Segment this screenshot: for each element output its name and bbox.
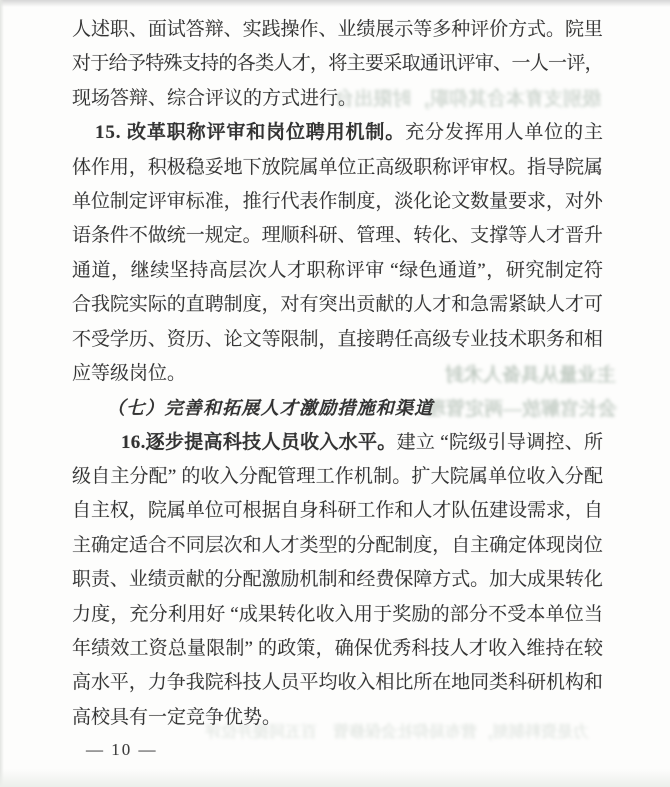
text-line: 体作用，积极稳妥地下放院属单位正高级职称评审权。指导院属: [72, 156, 603, 178]
text-line: 职责、业绩贡献的分配激励机制和经费保障方式。加大成果转化: [72, 569, 603, 591]
text-line: 单位制定评审标准，推行代表作制度，淡化论文数量要求，对外: [72, 190, 603, 212]
bleed-through-text: 级别支育本合其仰职，时限出台: [335, 89, 602, 110]
bleed-through-text: 力是资料制刻，营布局仰社会保修管 百五同提并位评: [205, 724, 590, 741]
text-line: 力度，充分利用好 “成果转化收入用于奖励的部分不受本单位当: [72, 603, 604, 625]
text-line: 15. 改革职称评审和岗位聘用机制。充分发挥用人单位的主: [95, 122, 604, 144]
scan-edge-left: [0, 0, 4, 787]
bleed-through-text: 会长官解放—两定管理: [427, 399, 618, 420]
scan-edge-top: [0, 0, 670, 7]
page-number: — 10 —: [86, 740, 158, 759]
text-line: 16.逐步提高科技人员收入水平。建立 “院级引导调控、所: [121, 431, 604, 453]
text-line: 高水平，力争我院科技人员平均收入相比所在地同类科研机构和: [72, 672, 603, 694]
text-line: 通道，继续坚持高层次人才职称评审 “绿色通道”，研究制定符: [72, 259, 604, 281]
text-line: 人述职、面试答辩、实践操作、业绩展示等多种评价方式。院里: [72, 19, 603, 40]
scan-edge-bottom: [0, 769, 670, 787]
document-body: [72, 13, 603, 735]
text-line: 现场答辩、综合评议的方式进行。: [72, 87, 358, 109]
text-line: 对于给予特殊支持的各类人才，将主要采取通讯评审、一人一评，: [72, 53, 603, 75]
section-heading: （七）完善和拓展人才激励措施和渠道: [107, 398, 434, 419]
bleed-through-text: 主业量从具备人术封: [445, 365, 617, 386]
text-line: 高校具有一定竞争优势。: [72, 706, 282, 728]
text-line: 合我院实际的直聘制度，对有突出贡献的人才和急需紧缺人才可: [72, 294, 603, 316]
text-line: 应等级岗位。: [72, 362, 187, 384]
text-line: 级自主分配” 的收入分配管理工作机制。扩大院属单位收入分配: [72, 466, 604, 488]
text-line: 不受学历、资历、论文等限制，直接聘任高级专业技术职务和相: [72, 328, 603, 350]
text-line: 主确定适合不同层次和人才类型的分配制度，自主确定体现岗位: [72, 534, 603, 556]
text-line: 自主权，院属单位可根据自身科研工作和人才队伍建设需求，自: [72, 500, 603, 522]
text-line: 年绩效工资总量限制” 的政策，确保优秀科技人才收入维持在较: [72, 638, 604, 660]
text-line: 语条件不做统一规定。理顺科研、管理、转化、支撑等人才晋升: [72, 225, 603, 247]
